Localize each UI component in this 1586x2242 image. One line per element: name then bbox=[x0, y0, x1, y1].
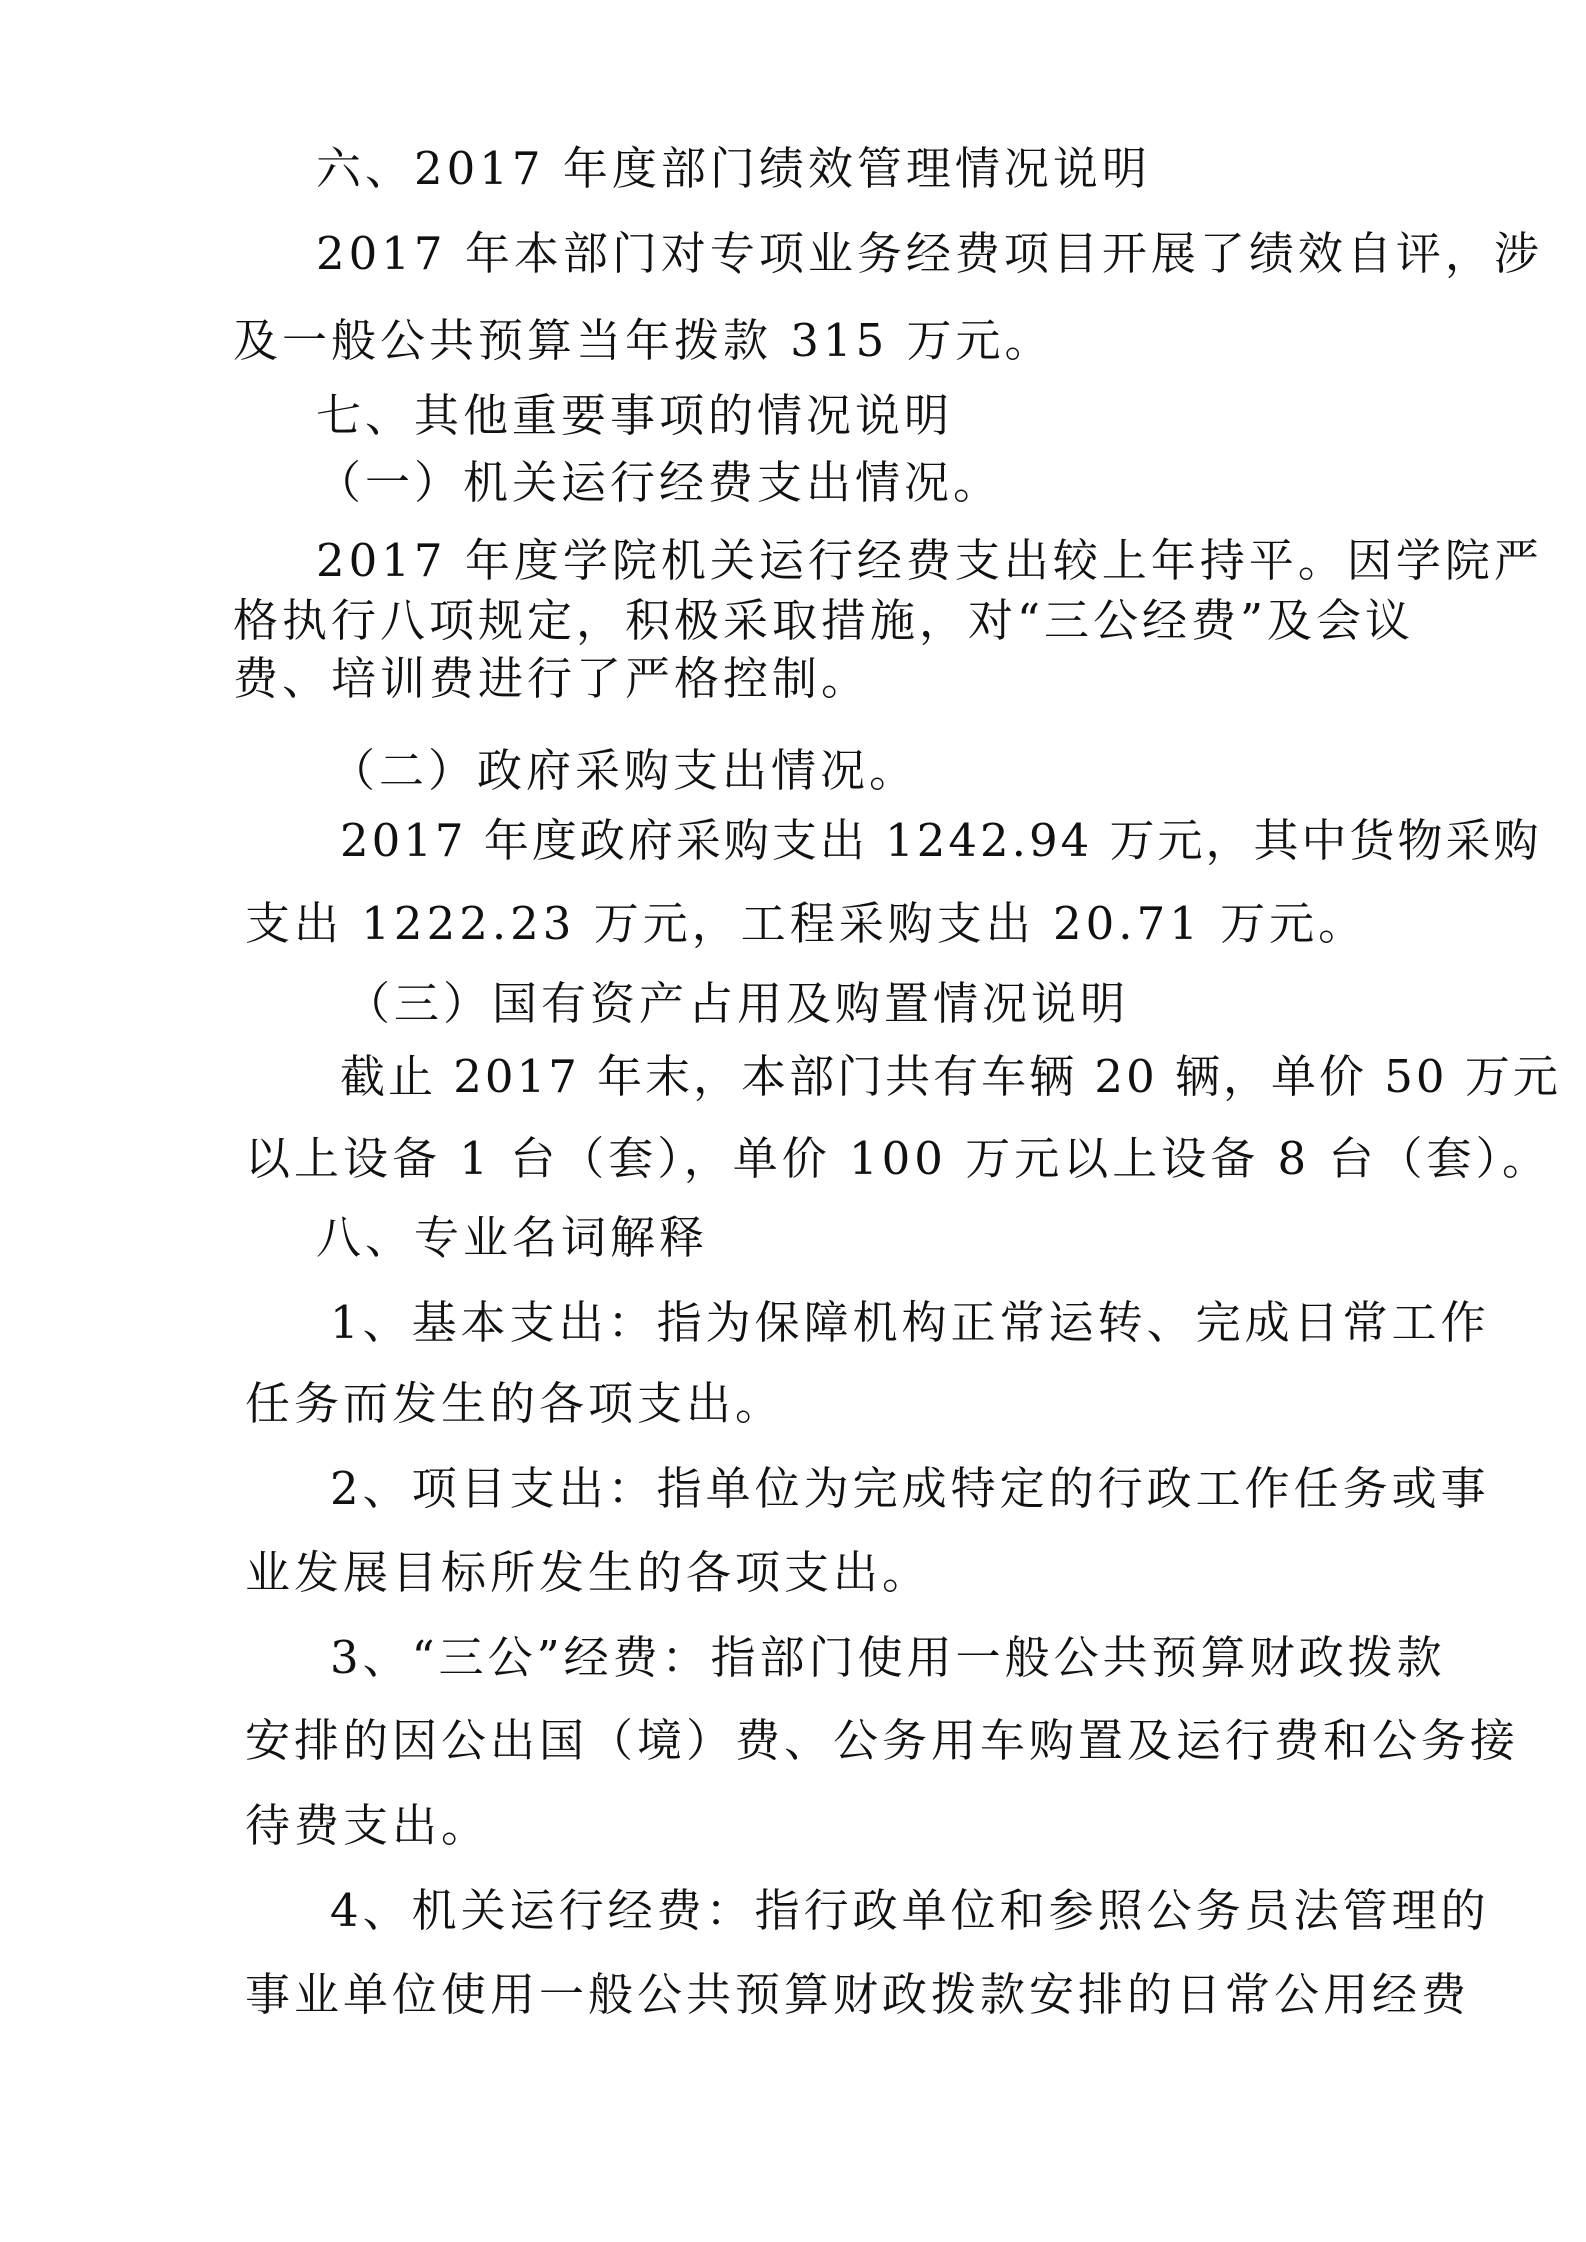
section7-sub3-heading: （三）国有资产占用及购置情况说明 bbox=[345, 977, 1130, 1030]
section7-sub1-line-2: 格执行八项规定，积极采取措施，对“三公经费”及会议 bbox=[233, 594, 1415, 647]
section6-heading: 六、2017 年度部门绩效管理情况说明 bbox=[316, 142, 1151, 195]
section6-line-1: 2017 年本部门对专项业务经费项目开展了绩效自评，涉 bbox=[316, 227, 1543, 280]
term3-line-1: 3、“三公”经费：指部门使用一般公共预算财政拨款 bbox=[330, 1631, 1446, 1684]
section7-sub1-line-1: 2017 年度学院机关运行经费支出较上年持平。因学院严 bbox=[316, 534, 1543, 587]
term4-line-1: 4、机关运行经费：指行政单位和参照公务员法管理的 bbox=[330, 1884, 1490, 1937]
term2-line-2: 业发展目标所发生的各项支出。 bbox=[245, 1546, 932, 1599]
section7-sub1-heading: （一）机关运行经费支出情况。 bbox=[316, 456, 1003, 509]
section7-sub3-line-1: 截止 2017 年末，本部门共有车辆 20 辆，单价 50 万元 bbox=[340, 1050, 1561, 1103]
section8-heading: 八、专业名词解释 bbox=[316, 1211, 709, 1264]
section6-line-2: 及一般公共预算当年拨款 315 万元。 bbox=[233, 314, 1054, 367]
term2-line-1: 2、项目支出：指单位为完成特定的行政工作任务或事 bbox=[330, 1462, 1490, 1515]
section7-sub2-line-2: 支出 1222.23 万元，工程采购支出 20.71 万元。 bbox=[245, 897, 1368, 950]
term3-line-2: 安排的因公出国（境）费、公务用车购置及运行费和公务接 bbox=[245, 1714, 1520, 1767]
term3-line-3: 待费支出。 bbox=[245, 1799, 491, 1852]
section7-sub2-heading: （二）政府采购支出情况。 bbox=[330, 744, 919, 797]
term1-line-1: 1、基本支出：指为保障机构正常运转、完成日常工作 bbox=[330, 1296, 1490, 1349]
section7-sub1-line-3: 费、培训费进行了严格控制。 bbox=[233, 652, 871, 705]
term1-line-2: 任务而发生的各项支出。 bbox=[245, 1377, 785, 1430]
section7-sub3-line-2: 以上设备 1 台（套），单价 100 万元以上设备 8 台（套）。 bbox=[245, 1132, 1551, 1185]
term4-line-2: 事业单位使用一般公共预算财政拨款安排的日常公用经费 bbox=[245, 1968, 1471, 2021]
section7-heading: 七、其他重要事项的情况说明 bbox=[316, 389, 954, 442]
section7-sub2-line-1: 2017 年度政府采购支出 1242.94 万元，其中货物采购 bbox=[340, 814, 1542, 867]
